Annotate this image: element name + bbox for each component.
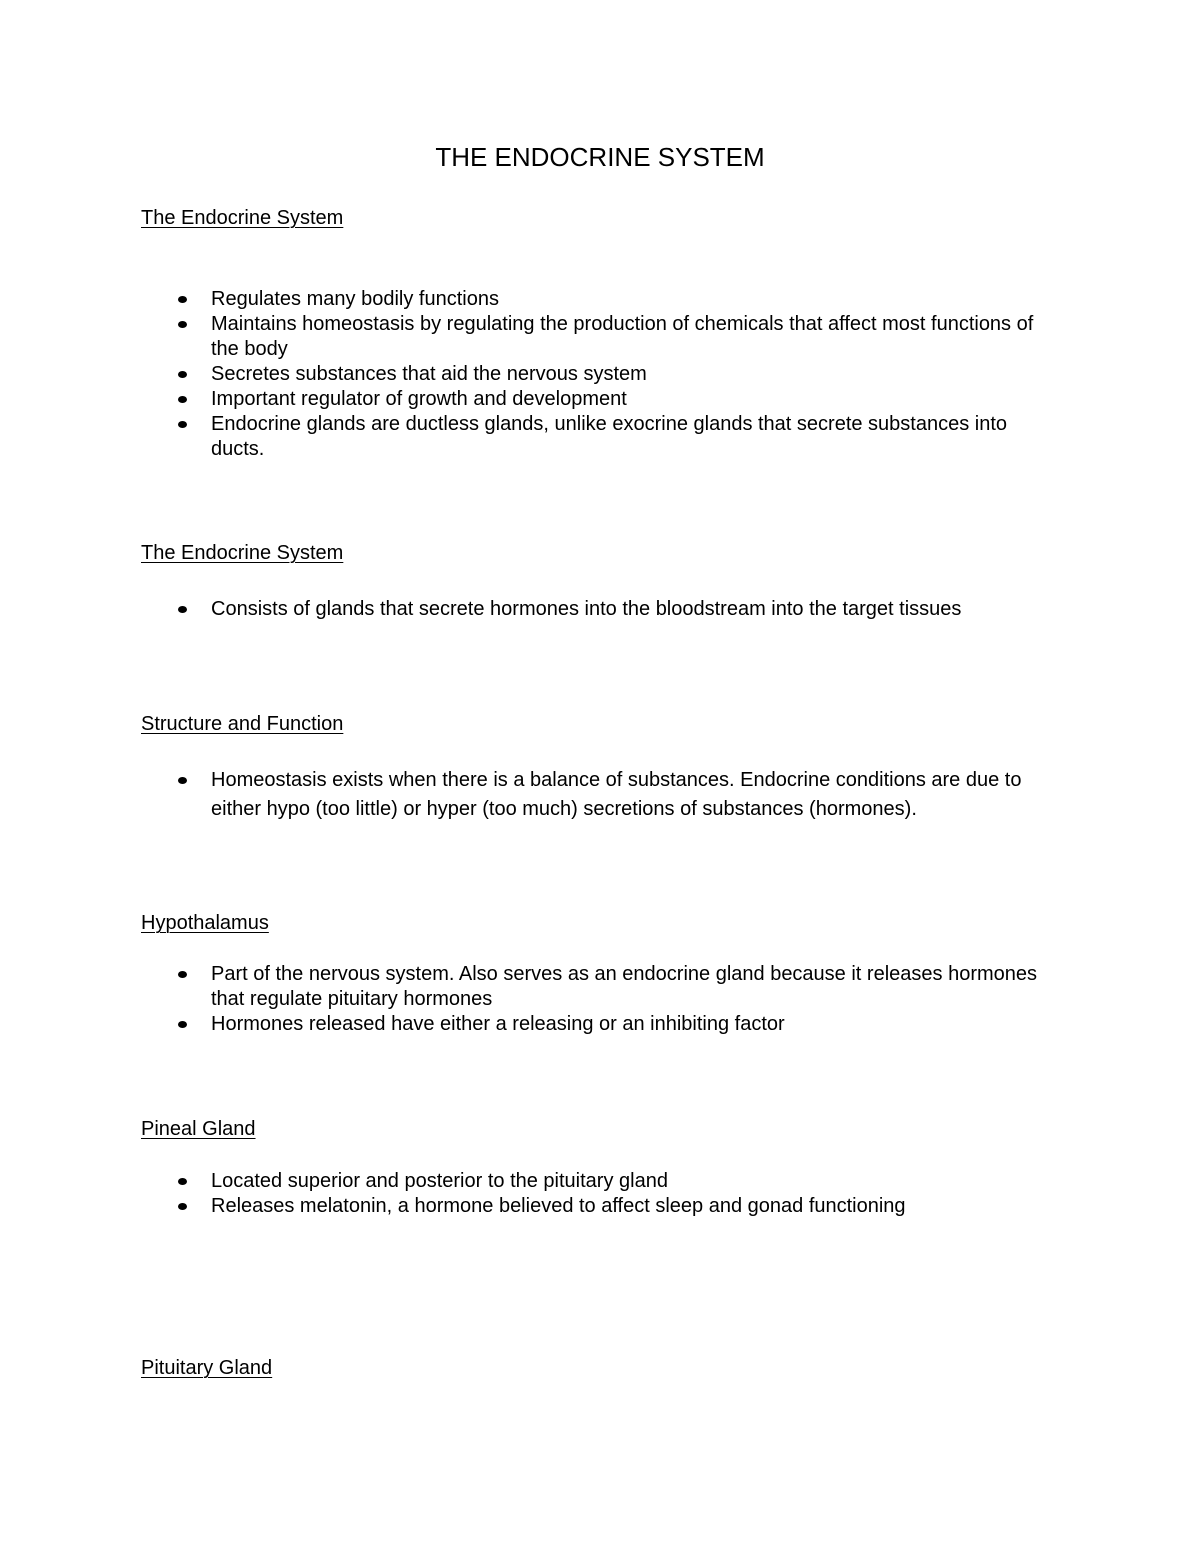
list-item: [0, 1012, 1051, 1037]
bullet-icon: [178, 296, 187, 303]
bullet-text: Secretes substances that aid the nervous system: [211, 363, 647, 385]
section-heading-structure-function: Structure and Function: [141, 713, 344, 735]
bullet-text: Homeostasis exists when there is a balance of substances. Endocrine conditions are due to either hypo (too little) or hyper (too much) secretions of substances (hormones).: [211, 769, 1022, 820]
bullet-text: Endocrine glands are ductless glands, unlike exocrine glands that secrete substances into ducts.: [211, 413, 1008, 460]
bullet-text: Maintains homeostasis by regulating the production of chemicals that affect most functions of the body: [211, 313, 1034, 360]
bullet-icon: [178, 1021, 187, 1028]
list-item: [0, 1194, 1051, 1219]
bullet-list-pineal-gland: [0, 1169, 1051, 1219]
bullet-list-structure-function: [0, 766, 1051, 824]
list-item: [0, 962, 1051, 1012]
list-item: [0, 362, 1051, 387]
bullet-icon: [178, 421, 187, 428]
bullet-list-endocrine-system-2: [0, 597, 1051, 622]
bullet-icon: [178, 971, 187, 978]
bullet-text: Important regulator of growth and development: [211, 388, 627, 410]
bullet-list-hypothalamus: [0, 962, 1051, 1037]
section-heading-hypothalamus: Hypothalamus: [141, 912, 269, 934]
section-heading-endocrine-system-2: The Endocrine System: [141, 542, 344, 564]
bullet-text: Regulates many bodily functions: [211, 288, 499, 310]
bullet-text: Part of the nervous system. Also serves as an endocrine gland because it releases hormones that regulate pituitary hormones: [211, 963, 1038, 1010]
bullet-text: Releases melatonin, a hormone believed to affect sleep and gonad functioning: [211, 1195, 906, 1217]
bullet-list-endocrine-system: [0, 287, 1051, 462]
bullet-icon: [178, 396, 187, 403]
list-item: [0, 597, 1051, 622]
list-item: [0, 766, 1051, 824]
list-item: [0, 312, 1051, 362]
bullet-icon: [178, 1203, 187, 1210]
section-heading-pituitary-gland: Pituitary Gland: [141, 1357, 273, 1379]
bullet-text: Consists of glands that secrete hormones into the bloodstream into the target tissues: [211, 598, 962, 620]
bullet-text: Located superior and posterior to the pituitary gland: [211, 1170, 668, 1192]
bullet-icon: [178, 777, 187, 784]
list-item: [0, 412, 1051, 462]
document-title: THE ENDOCRINE SYSTEM: [435, 142, 765, 172]
bullet-icon: [178, 1178, 187, 1185]
list-item: [0, 1169, 1051, 1194]
list-item: [0, 387, 1051, 412]
bullet-icon: [178, 606, 187, 613]
section-heading-pineal-gland: Pineal Gland: [141, 1118, 256, 1140]
list-item: [0, 287, 1051, 312]
section-heading-endocrine-system: The Endocrine System: [141, 207, 344, 229]
bullet-text: Hormones released have either a releasing or an inhibiting factor: [211, 1013, 785, 1035]
bullet-icon: [178, 371, 187, 378]
bullet-icon: [178, 321, 187, 328]
